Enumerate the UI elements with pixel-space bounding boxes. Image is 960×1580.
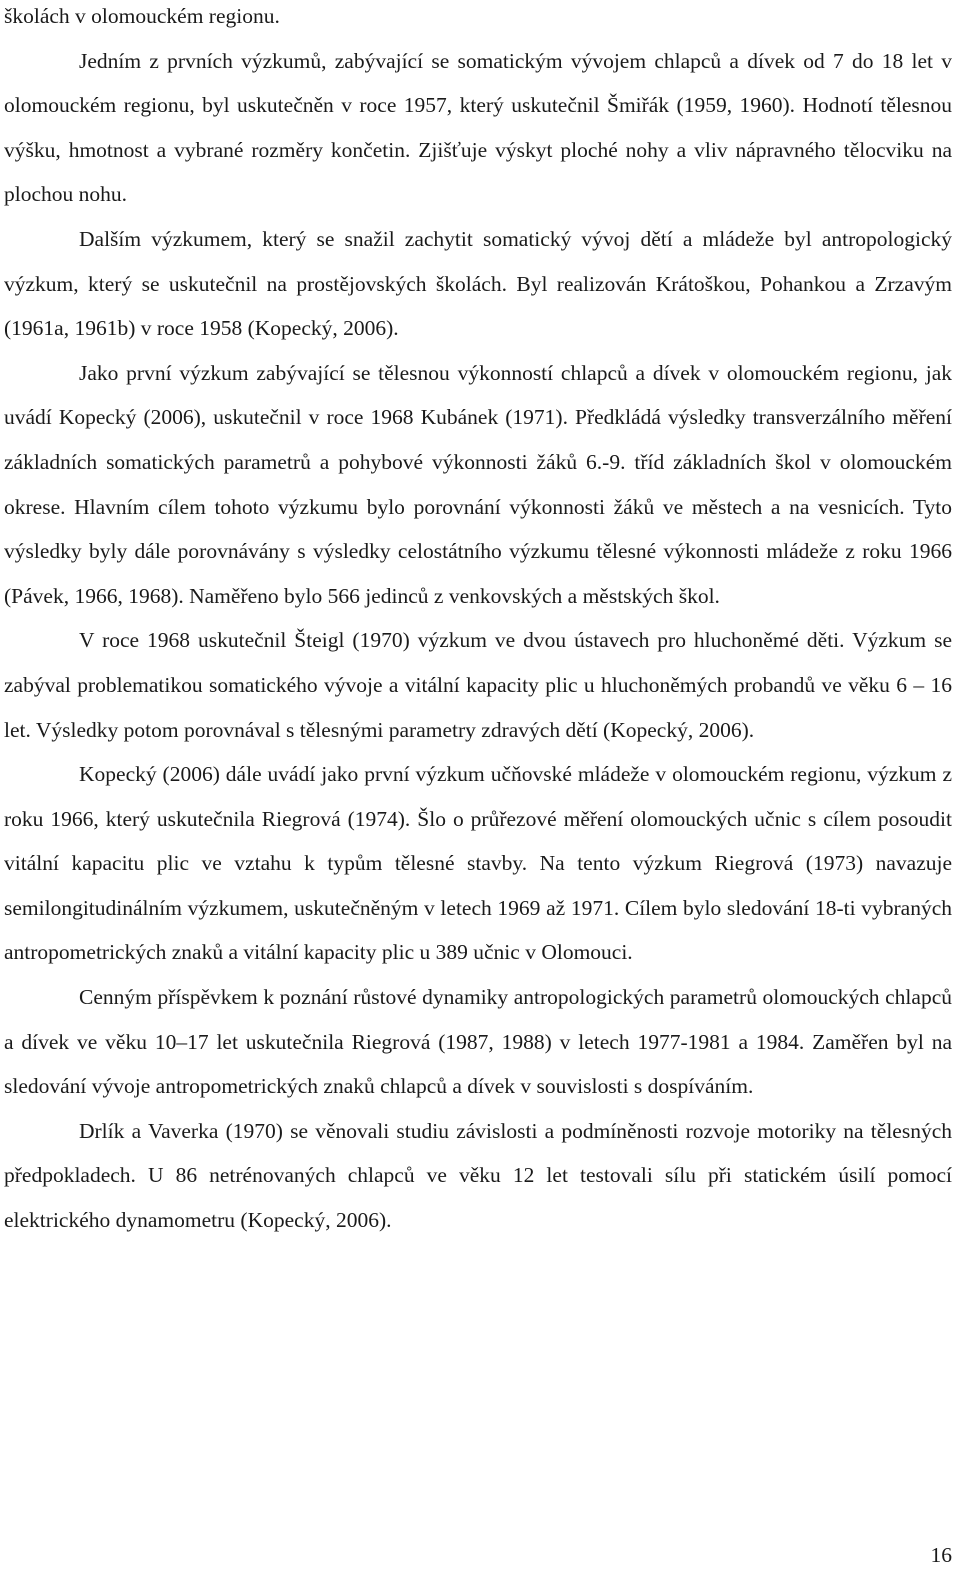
paragraph-drlik-vaverka: Drlík a Vaverka (1970) se věnovali studiu závislosti a podmíněnosti rozvoje motoriky na tělesných předpokladech. U 86 netrénovaných chlapců ve věku 12 let testovali sílu při statickém úsilí pomocí elektrického dynamometru (Kopecký, 2006). bbox=[4, 1118, 952, 1233]
document-body bbox=[4, 0, 952, 1243]
paragraph-riegrova-apprentices: Kopecký (2006) dále uvádí jako první výzkum učňovské mládeže v olomouckém regionu, výzkum z roku 1966, který uskutečnila Riegrová (1974). Šlo o průřezové měření olomouckých učnic s cílem posoudit vitální kapacitu plic ve vztahu k typům tělesné stavby. Na tento výzkum Riegrová (1973) navazuje semilongitudinálním výzkumem, uskutečněným v letech 1969 až 1971. Cílem bylo sledování 18-ti vybraných antropometrických znaků a vitální kapacity plic u 389 učnic v Olomouci. bbox=[4, 762, 952, 965]
paragraph-steigl-study: V roce 1968 uskutečnil Šteigl (1970) výzkum ve dvou ústavech pro hluchoněmé děti. Výzkum se zabýval problematikou somatického vývoje a vitální kapacity plic u hluchoněmých probandů ve věku 6 – 16 let. Výsledky potom porovnával s tělesnými parametry zdravých dětí (Kopecký, 2006). bbox=[4, 628, 952, 742]
paragraph-smirak-study: Jedním z prvních výzkumů, zabývající se somatickým vývojem chlapců a dívek od 7 do 18 let v olomouckém regionu, byl uskutečněn v roce 1957, který uskutečnil Šmiřák (1959, 1960). Hodnotí tělesnou výšku, hmotnost a vybrané rozměry končetin. Zjišťuje výskyt ploché nohy a vliv nápravného tělocviku na plochou nohu. bbox=[4, 48, 952, 207]
page-number: 16 bbox=[930, 1543, 952, 1567]
paragraph-kubanek-study: Jako první výzkum zabývající se tělesnou výkonností chlapců a dívek v olomouckém regionu, jak uvádí Kopecký (2006), uskutečnil v roce 1968 Kubánek (1971). Předkládá výsledky transverzálního měření základních somatických parametrů a pohybové výkonnosti žáků 6.-9. tříd základních škol v olomouckém okrese. Hlavním cílem tohoto výzkumu bylo porovnání výkonnosti žáků ve městech a na vesnicích. Tyto výsledky byly dále porovnávány s výsledky celostátního výzkumu tělesné výkonnosti mládeže z roku 1966 (Pávek, 1966, 1968). Naměřeno bylo 566 jedinců z venkovských a městských škol. bbox=[4, 360, 952, 608]
paragraph-continuation: školách v olomouckém regionu. bbox=[4, 4, 280, 28]
paragraph-riegrova-growth: Cenným příspěvkem k poznání růstové dynamiky antropologických parametrů olomouckých chlapců a dívek ve věku 10–17 let uskutečnila Riegrová (1987, 1988) v letech 1977-1981 a 1984. Zaměřen byl na sledování vývoje antropometrických znaků chlapců a dívek v souvislosti s dospíváním. bbox=[4, 985, 952, 1099]
paragraph-prostejov-study: Dalším výzkumem, který se snažil zachytit somatický vývoj dětí a mládeže byl antropologický výzkum, který se uskutečnil na prostějovských školách. Byl realizován Krátoškou, Pohankou a Zrzavým (1961a, 1961b) v roce 1958 (Kopecký, 2006). bbox=[4, 226, 952, 341]
